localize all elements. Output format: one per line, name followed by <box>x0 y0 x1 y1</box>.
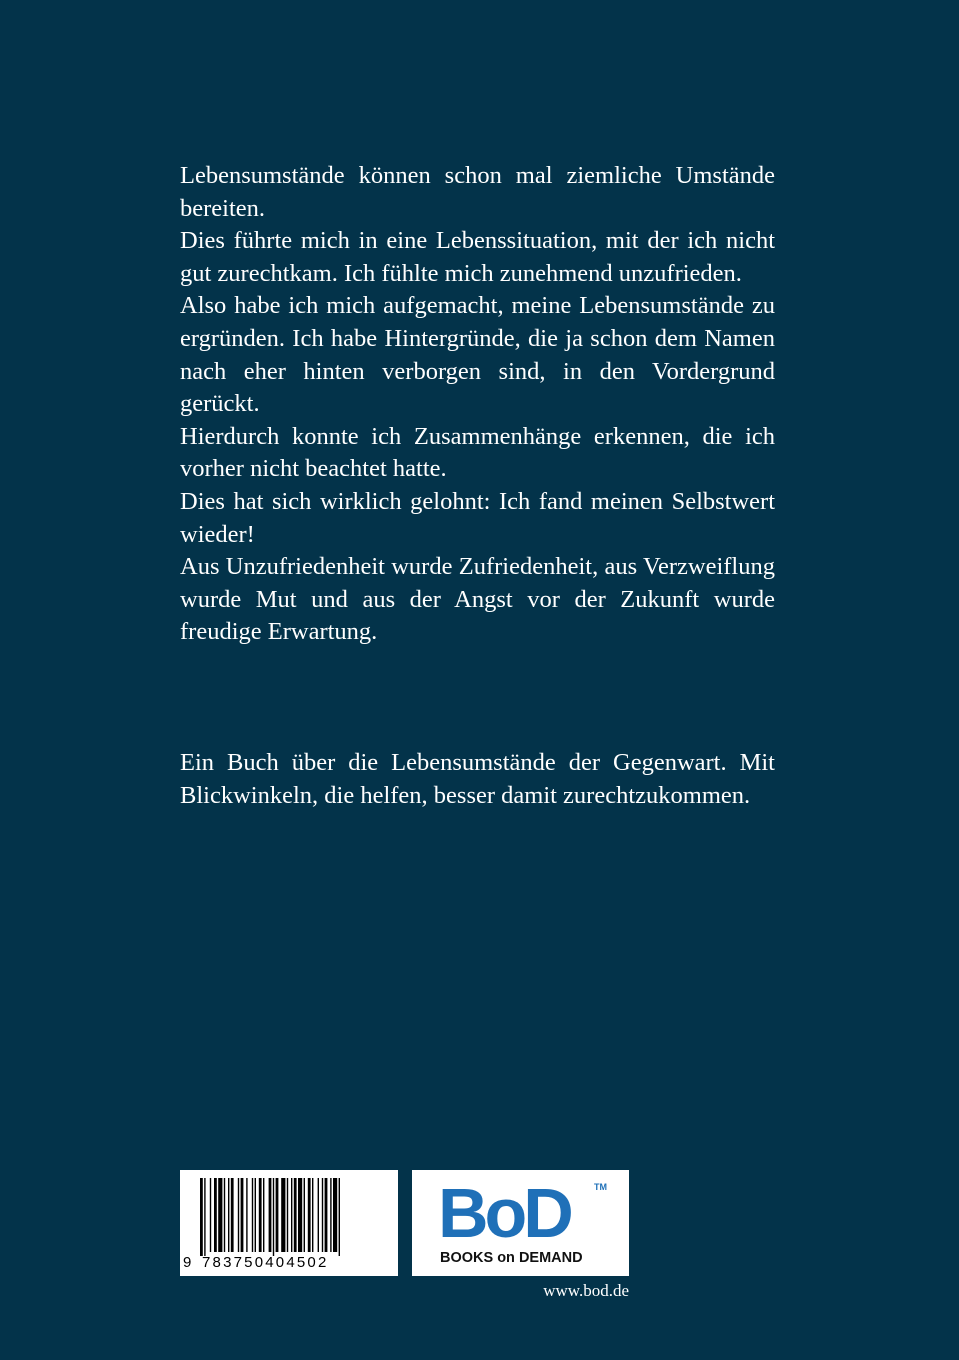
barcode-bar <box>276 1178 279 1252</box>
barcode-bar <box>330 1178 331 1252</box>
barcode-bar <box>231 1178 234 1252</box>
summary-text: Ein Buch über die Lebensumstände der Gegenwart. Mit Blickwinkeln, die helfen, besser damit zurechtzukommen. <box>180 749 775 809</box>
barcode-bar <box>255 1178 256 1252</box>
blurb-paragraph-5: Dies hat sich wirklich gelohnt: Ich fand meinen Selbstwert wieder! <box>180 487 775 548</box>
barcode-bar <box>287 1178 288 1252</box>
isbn-lead-digit: 9 <box>183 1254 192 1271</box>
barcode-bar <box>281 1178 285 1252</box>
publisher-tagline: BOOKS on DEMAND <box>440 1250 583 1266</box>
barcode-bar <box>204 1178 205 1256</box>
trademark-symbol: TM <box>594 1182 607 1192</box>
blurb-paragraph-2: Dies führte mich in eine Lebenssituation, mit der ich nicht gut zurechtkam. Ich fühlte mich zunehmend unzufrieden. <box>180 227 775 287</box>
barcode-bar <box>263 1178 264 1252</box>
barcode-bar <box>246 1178 247 1252</box>
bod-logo-mark: BoD <box>438 1174 570 1252</box>
barcode-bar <box>218 1178 222 1252</box>
barcode-bar <box>291 1178 292 1252</box>
isbn-digits: 783750404502 <box>202 1254 329 1271</box>
book-summary <box>180 747 775 812</box>
barcode-bar <box>339 1178 340 1256</box>
barcode-bar <box>200 1178 203 1256</box>
barcode-bar <box>228 1178 229 1252</box>
blurb-paragraph-4: Hierdurch konnte ich Zusammenhänge erkennen, die ich vorher nicht beachtet hatte. <box>180 422 775 483</box>
blurb-paragraph-6: Aus Unzufriedenheit wurde Zufriedenheit, aus Verzweiflung wurde Mut und aus der Angst vor der Zukunft wurde freudige Erwartung. <box>180 553 775 646</box>
barcode-bar <box>312 1178 313 1252</box>
barcode-bar <box>210 1178 211 1252</box>
barcode-bar <box>224 1178 225 1252</box>
barcode-bar <box>294 1178 297 1252</box>
barcode-bar <box>308 1178 311 1252</box>
publisher-logo <box>412 1170 629 1276</box>
barcode-bar <box>252 1178 253 1252</box>
barcode-bar <box>318 1178 319 1252</box>
barcode-bars-icon <box>180 1170 398 1256</box>
publisher-url[interactable]: www.bod.de <box>543 1281 629 1300</box>
barcode-bar <box>325 1178 328 1252</box>
barcode-bar <box>304 1178 305 1252</box>
barcode-bar <box>259 1178 262 1252</box>
barcode-bar <box>269 1178 272 1252</box>
barcode-bar <box>333 1178 337 1252</box>
barcode-bar <box>298 1178 302 1252</box>
blurb-paragraph-3: Also habe ich mich aufgemacht, meine Lebensumstände zu ergründen. Ich habe Hintergründe, die ja schon dem Namen nach eher hinten verborgen sind, in den Vordergrund gerückt. <box>180 292 775 418</box>
barcode-bar <box>238 1178 239 1252</box>
back-cover-blurb <box>180 160 775 649</box>
barcode-bar <box>241 1178 244 1252</box>
barcode-bar <box>214 1178 217 1252</box>
blurb-paragraph-1: Lebensumstände können schon mal ziemliche Umstände bereiten. <box>180 162 775 222</box>
barcode-bar <box>273 1178 274 1256</box>
isbn-barcode <box>180 1170 398 1276</box>
isbn-number <box>180 1254 398 1274</box>
barcode-bar <box>322 1178 323 1252</box>
